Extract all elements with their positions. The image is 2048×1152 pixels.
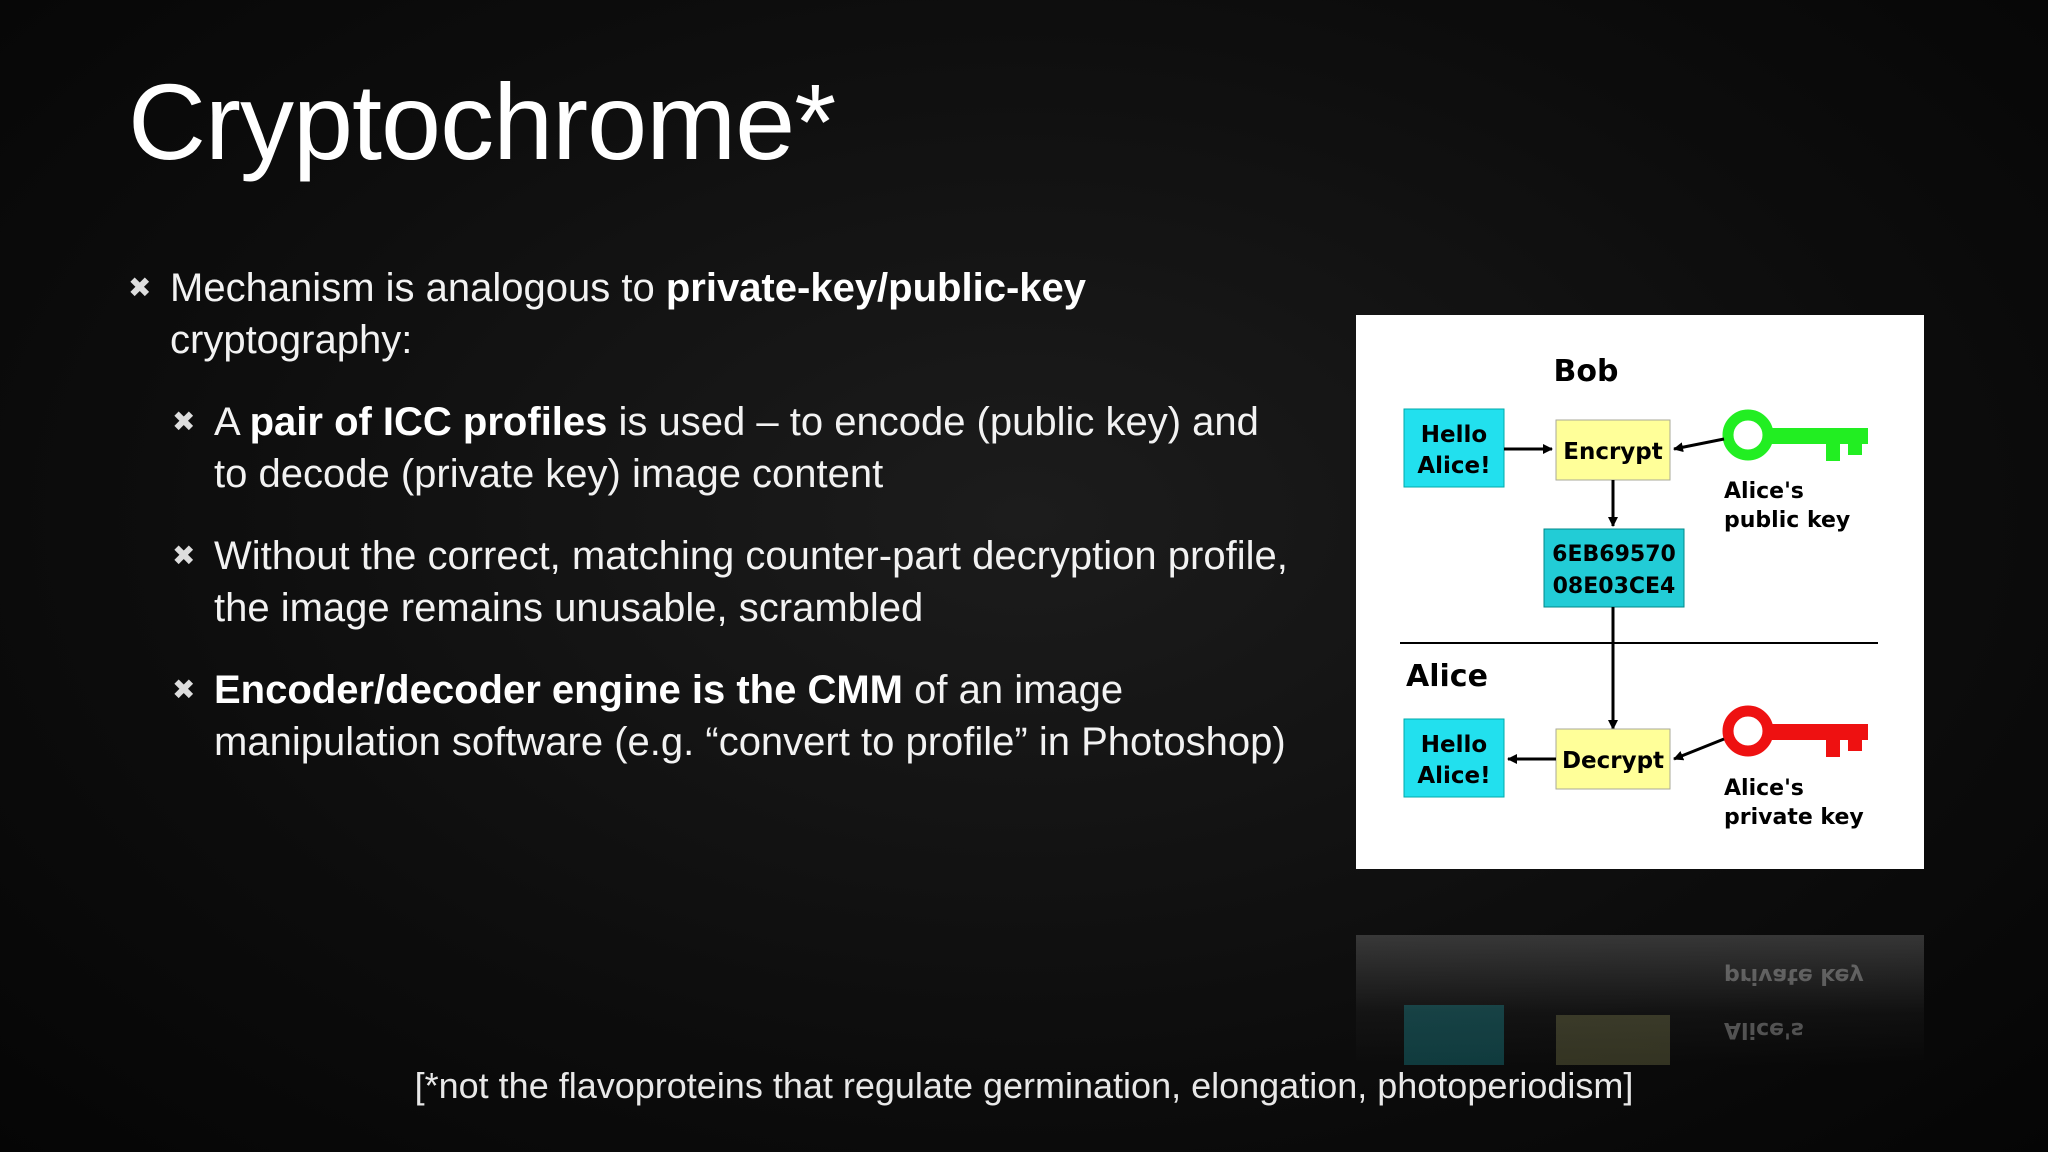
bullet-mark-icon: ✖: [128, 272, 152, 303]
arrow-icon: [1674, 439, 1724, 449]
reflection-decrypt-box: [1556, 1015, 1670, 1065]
bullet-without-profile: ✖ Without the correct, matching counter-part decryption profile, the image remains unusable, scrambled: [172, 534, 1288, 630]
encrypt-label: Encrypt: [1563, 439, 1663, 465]
footnote: [*not the flavoproteins that regulate germination, elongation, photoperiodism]: [414, 1065, 1634, 1106]
diagram-reflection: [1356, 935, 1924, 1065]
bullet-mark-icon: ✖: [172, 540, 196, 571]
bullet-icc-profiles: ✖ A pair of ICC profiles is used – to encode (public key) and to decode (private key) image content: [172, 400, 1259, 496]
green-key-icon: [1728, 415, 1868, 461]
reflection-plaintext-box: [1404, 1005, 1504, 1065]
plaintext-line1: Hello: [1420, 732, 1488, 758]
private-key-line2: private key: [1724, 805, 1864, 830]
ciphertext-line2: 08E03CE4: [1552, 574, 1676, 599]
crypto-diagram: [1356, 315, 1924, 869]
arrow-icon: [1674, 739, 1724, 759]
crypto-diagram-svg: [1356, 315, 1924, 869]
public-key-line1: Alice's: [1724, 479, 1804, 504]
plaintext-line2: Alice!: [1417, 763, 1491, 789]
ciphertext-line1: 6EB69570: [1552, 542, 1676, 567]
bullet-mark-icon: ✖: [172, 674, 196, 705]
bullet-list: [128, 262, 1328, 768]
bullet-mark-icon: ✖: [172, 406, 196, 437]
bullet-mechanism: ✖ Mechanism is analogous to private-key/public-key cryptography:: [128, 266, 1087, 362]
slide-title: Cryptochrome*: [128, 61, 836, 182]
alice-label: Alice: [1406, 659, 1488, 694]
plaintext-line1: Hello: [1420, 422, 1488, 448]
public-key-line2: public key: [1724, 508, 1851, 533]
reflection-line2: Alice's: [1724, 1017, 1804, 1042]
decrypt-label: Decrypt: [1561, 748, 1665, 774]
plaintext-line2: Alice!: [1417, 453, 1491, 479]
reflection-svg: [1356, 935, 1924, 1065]
private-key-line1: Alice's: [1724, 776, 1804, 801]
reflection-line1: private key: [1724, 963, 1864, 988]
red-key-icon: [1728, 711, 1868, 757]
bob-label: Bob: [1553, 354, 1619, 389]
bullet-cmm-engine: ✖ Encoder/decoder engine is the CMM of an image manipulation software (e.g. “convert to profile” in Photoshop): [172, 668, 1286, 764]
